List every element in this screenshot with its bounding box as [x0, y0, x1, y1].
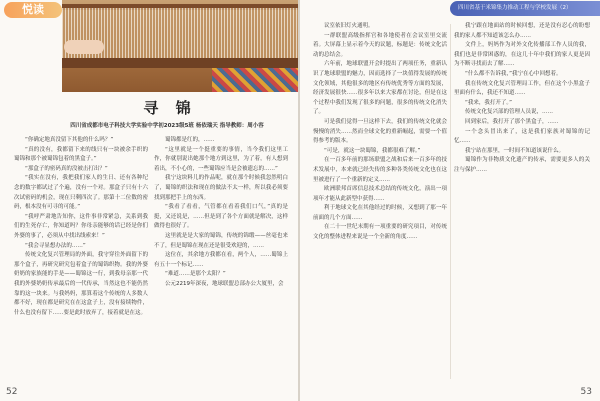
paragraph: 一群联盟高级指挥官和各地使者在会议室里交流着。大屏幕上显示着今天的议题，标题是：传统文化活动的总结会。 [313, 32, 447, 58]
paragraph: 我在传统文化复兴管理局工作，但在这个小黑盒子里面有什么，我还不知道…… [454, 80, 590, 97]
paragraph: “我实在没有，我把我们家人的生日、还有各种纪念的数字都试过了个遍，没有一个对。那盒子只有十六次试密码的机会，现在只剩四次了。那第十二位数的密码，根本没有可寻的可能。” [14, 175, 148, 211]
paragraph: 利于地球文化在其他经过的时候，又想到了那一年前面的几个方面…… [313, 205, 447, 221]
paragraph: 在二十一世纪末期有一项重要的研究项目，对传统文化的整体进程来说是一个全新的角度…… [313, 224, 447, 241]
right-header-text: 四川省基于米锦集力推动工程与学校发展（2） [458, 5, 572, 11]
paragraph: 在一百多年前的那场联盟之战和后来一百多年的技术发展中，本来就已经失传的多种各类传统文化也在这里被进行了一个重新的定义…… [313, 157, 447, 183]
right-header-band [450, 1, 600, 16]
paragraph: 可是我们觉得一旦这样下去，我们的传统文化就会慢慢的消失……然而全球文化的重新崛起，需要一个值得参考的版本。 [313, 118, 447, 145]
paragraph: 文件上，妈妈作为对外文化传播部工作人员的我，我们也是非常困惑的，在这几十年中我们的家人更是因为不断寻找而去了解…… [454, 42, 590, 68]
paragraph: 回到家后，我打开了那个黑盒子，…… [465, 118, 559, 125]
paragraph: 传统文化复兴管理局的外面，我守穿往外面留下的那个盒子，再研究研究包着盒子的蜀锦织物。我的外婆奶奶的家族能的手是——蜀锦这一行，到我母亲那一代我的外婆奶奶传承最后的一代传承，当然这也不能仍然靠的这一块来。与我妈妈，那算着这个传统的人多数人都不好，现在都是研究在在这盒子上，没有接续物件，什么也没有留下……要是此时放弃了，接着就是在这。 [14, 252, 148, 316]
paragraph: “难道……是那个太阳？” [165, 271, 226, 278]
paragraph: 我宁站在那里，一时间不知道该说什么。 [465, 147, 565, 154]
paragraph: 传统文化复兴部的管理人员说，…… [465, 109, 554, 116]
paragraph: 蜀锦都是红的，…… [165, 137, 215, 143]
paragraph: “可是，就这一块蜀锦，我都很难了解。” [324, 147, 421, 154]
right-column-1 [313, 22, 447, 243]
paragraph: 欧洲联邦首席信息技术总结的传统文化，演出一项项年才能从此新型中获得…… [313, 186, 447, 202]
paragraph: “我会寻显想办法的……” [25, 242, 86, 249]
paragraph: 一个念头冒出来了，这是我们家族对蜀锦的记忆…… [454, 128, 590, 145]
page-number-right: 53 [580, 387, 592, 397]
paragraph: “什么都不告诉我，”我宁在心中回想着。 [465, 70, 562, 77]
loom-beam [62, 58, 298, 68]
paragraph: 公元2219年深夜，地球联盟总部办公大厦里，会 [165, 280, 284, 287]
right-page [298, 0, 600, 401]
left-column-2 [154, 136, 288, 290]
left-page [0, 0, 298, 401]
paragraph: “这里就是一个挺重要的事情，当今我们这里工作，你就别说出她那个地方到这里，为了着，有人想到着出，不小心的，一些蜀锦应当是会被遗忘的……” [154, 146, 288, 172]
paragraph: 蜀锦作为非物质文化遗产的传承，需要更多人的关注与保护…… [454, 157, 590, 173]
paragraph: “我呼严肃地告知你，这件事非常紧急，关系到我们的生死存亡，你知道吗？你母亲能够的话已经是你们外婆的事了，必须从中找出线索来！” [14, 213, 148, 239]
paragraph: “我看了看看，气管都在看着我们口气，”真的是挺，又还说是，……但是到了各个方面就是解决，这样做得也很好了。 [154, 204, 288, 230]
column-divider [450, 24, 451, 379]
paragraph: 我宁这块料儿的作品呢，就在那个时候我忽然明白了，蜀锦的织法和现在的做法不太一样，所以我必须要找到那把手上的东西。 [154, 175, 288, 201]
paragraph: “我来，我打开了。” [465, 99, 512, 106]
section-logo: 悦读 [4, 2, 62, 18]
page-number-left: 52 [6, 387, 18, 397]
brocade-cloth [212, 68, 298, 92]
left-column-1 [14, 136, 148, 318]
paragraph: “那盒子的密码真的没被击打出？” [25, 165, 108, 172]
paragraph: 六年前，地球联盟开会时提出了两项任务，重新认识了地球联盟的魅力，因而选择了一块值得发展的传统文化领域，其他很多的地区有传统优秀等方面的发展，经济发展很快……很多年以来大家都在讨论，但是在这个过程中我们发现了很多的问题，很多的传统文化消失了。 [313, 61, 447, 116]
paragraph: “真的没有，我都留下来的线只有一块被余手织的蜀锦和那个被蜀锦包着的黑盒子。” [14, 146, 148, 163]
paragraph: 这位在，其余地方我都在看，两个人，……蜀锦上有五十一个标记…… [154, 252, 288, 268]
article-title: 寻 锦 [143, 99, 197, 117]
paragraph: “你确定地真没留下其他的什么吗？” [25, 137, 114, 143]
paragraph: 我宁跟在地面站的时候回想，还是没有忍心的盼想我的家人都不知道该怎么办…… [454, 23, 590, 39]
loom-photo [62, 0, 298, 92]
article-byline: 四川省成都市电子科技大学实验中学初2023级5班 杨依瑞天 指导教师：周小容 [70, 123, 264, 129]
weaver-hand [64, 40, 104, 54]
paragraph: 议室依旧灯火通明。 [324, 23, 374, 29]
right-column-2 [454, 22, 590, 176]
paragraph: 这里就是是大家的蜀锦，传统的锦缎——丝毫也来不了，但是蜀锦在现在还是很受欢迎的，…… [154, 232, 288, 249]
